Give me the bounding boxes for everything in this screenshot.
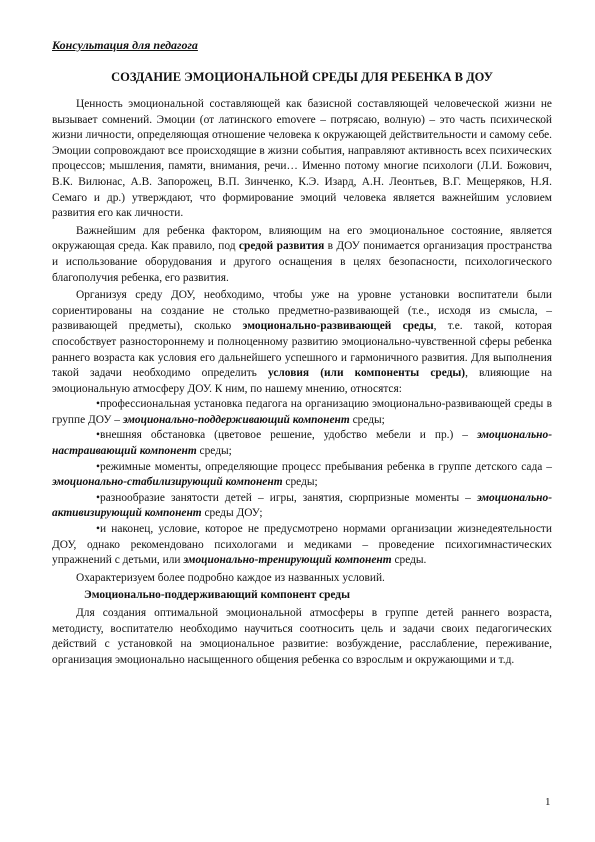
- paragraph-final: Для создания оптимальной эмоциональной атмосферы в группе детей раннего возраста, методисту, воспитателю необходимо научиться соотносить цель и задачи своих педагогических действий с установкой на эмоциональное развитие: возбуждение, расслабление, переживание, организация эмоционально насыщенного общения ребенка со взрослым и окружающими и т.д.: [52, 607, 552, 666]
- paragraph-characterize: Охарактеризуем более подробно каждое из названных условий.: [76, 571, 385, 584]
- list-item-tuning: [52, 428, 552, 459]
- term-conditions: условия (или компоненты среды): [268, 367, 466, 380]
- document-body: [52, 97, 552, 668]
- consultation-label: Консультация для педагога: [52, 38, 198, 52]
- bullet-icon: •: [96, 460, 100, 473]
- bullet-icon: •: [96, 491, 100, 504]
- list-item-activating: [52, 491, 552, 522]
- bullet-icon: •: [96, 523, 100, 536]
- paragraph-environment: [52, 224, 552, 286]
- term-supporting-component: эмоционально-поддерживающий компонент: [122, 413, 350, 426]
- term-stabilizing-component: эмоционально-стабилизирующий компонент: [52, 476, 283, 489]
- list-item-text: внешняя обстановка (цветовое решение, удобство мебели и пр.) –: [100, 429, 477, 442]
- list-item-tail: среды;: [196, 445, 232, 458]
- list-item-tail: среды;: [282, 476, 318, 489]
- document-title: СОЗДАНИЕ ЭМОЦИОНАЛЬНОЙ СРЕДЫ ДЛЯ РЕБЕНКА В ДОУ: [111, 70, 493, 84]
- paragraph-organization-tail: , влияющие на эмоциональную атмосферу ДОУ. К ним, по нашему мнению, относятся:: [52, 367, 552, 395]
- paragraph-organization: [52, 288, 552, 397]
- term-training-component: эмоционально-тренирующий компонент: [183, 554, 392, 567]
- list-item-supporting: [52, 397, 552, 428]
- section-subheading: Эмоционально-поддерживающий компонент среды: [84, 589, 350, 602]
- page-number: 1: [545, 796, 551, 808]
- list-item-tail: среды ДОУ;: [201, 507, 263, 520]
- paragraph-organization-text: Организуя среду ДОУ, необходимо, чтобы уже на уровне установки воспитатели были сориентированы на создание не столько предметно-развивающей (т.е., исходя из смысла, – развивающей предметы), сколько: [52, 289, 552, 333]
- term-tuning-component: эмоционально-настраивающий компонент: [52, 429, 552, 458]
- list-item-tail: среды;: [349, 413, 385, 426]
- list-item-text: и наконец, условие, которое не предусмотрено нормами организации жизнедеятельности ДОУ, однако рекомендовано психологами и медиками – проведение психогимнастических упражнений с детьми, или: [52, 523, 552, 567]
- list-item-text: режимные моменты, определяющие процесс пребывания ребенка в группе детского сада –: [100, 460, 552, 473]
- paragraph-environment-text: Важнейшим для ребенка фактором, влияющим на его эмоциональное состояние, является окружающая среда. Как правило, под: [52, 224, 552, 253]
- term-emotional-environment: эмоционально-развивающей среды: [242, 320, 434, 333]
- list-item-text: разнообразие занятости детей – игры, занятия, сюрпризные моменты –: [100, 491, 477, 504]
- paragraph-intro: Ценность эмоциональной составляющей как базисной составляющей человеческой жизни не вызывает сомнений. Эмоции (от латинского emovere – потрясаю, волную) – это часть психической жизни личности, определяющая отношение человека к окружающей действительности и самому себе. Эмоции сопровождают все происходящие в жизни события, направляют активность всех психических процессов; мышления, памяти, внимания, речи… Именно потому многие психологи (Л.И. Божович, В.К. Вилюнас, А.В. Запорожец, В.П. Зинченко, К.Э. Изард, А.Н. Леонтьев, В.Г. Мещеряков, Н.Я. Семаго и др.) утверждают, что формирование эмоций человека является важнейшим условием развития его как личности.: [52, 98, 552, 220]
- term-development-environment: средой развития: [238, 240, 325, 253]
- list-item-text: профессиональная установка педагога на организацию эмоционально-развивающей среды в группе ДОУ –: [52, 398, 552, 426]
- paragraph-environment-tail: в ДОУ понимается организация пространства и использование оборудования и другого оснащения в целях безопасности, психологического благополучия ребенка, его развития.: [52, 240, 552, 284]
- bullet-icon: •: [96, 398, 100, 411]
- bullet-icon: •: [96, 429, 100, 442]
- list-item-tail: среды.: [391, 554, 427, 567]
- paragraph-organization-mid: , т.е. такой, которая способствует разностороннему и полноценному развитию эмоционально-чувственной сферы ребенка раннего возраста как условия его дальнейшего успешного и гармоничного развития. Для выполнения такой задачи необходимо определить: [52, 320, 552, 380]
- list-item-stabilizing: [52, 460, 552, 491]
- list-item-training: [52, 522, 552, 569]
- term-activating-component: эмоционально-активизирующий компонент: [52, 491, 552, 520]
